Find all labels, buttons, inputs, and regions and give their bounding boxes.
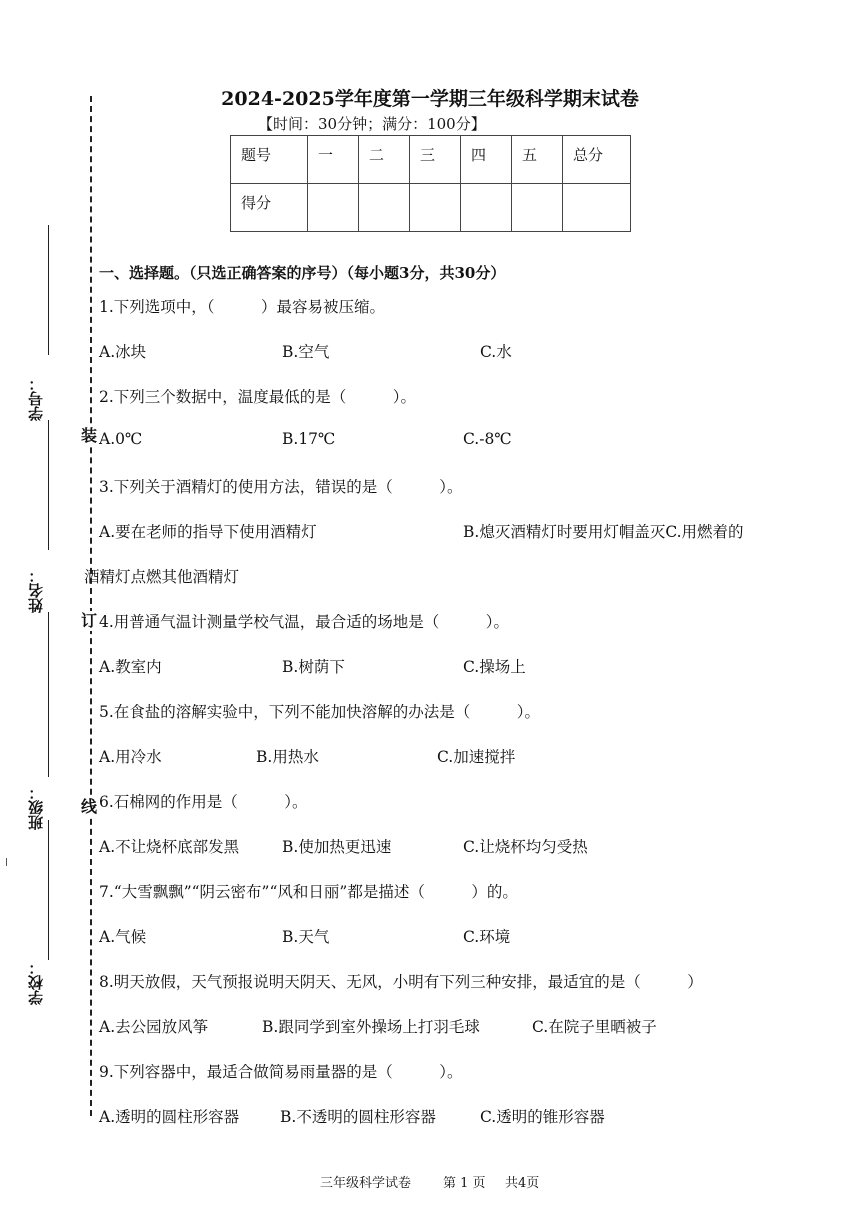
- binding-word-xian: 线: [81, 797, 98, 816]
- option-c: C.水: [480, 343, 512, 361]
- question-stem: 8.明天放假，天气预报说明天阴天、无风，小明有下列三种安排，最适宜的是（ ）: [99, 973, 703, 991]
- student-id-label: 学号：: [27, 376, 45, 421]
- score-table-header-cell: 总分: [563, 136, 631, 184]
- question-stem: 1.下列选项中，（ ）最容易被压缩。: [99, 298, 386, 316]
- option-a: A.不让烧杯底部发黑: [99, 838, 240, 856]
- question-stem: 6.石棉网的作用是（ ）。: [99, 793, 308, 811]
- score-table-score-row: [231, 184, 631, 232]
- option-c: C.-8℃: [463, 430, 512, 448]
- score-cell[interactable]: [410, 184, 461, 232]
- option-a: A.去公园放风筝: [99, 1018, 209, 1036]
- footer-page: 第 1 页: [443, 1176, 486, 1191]
- exam-subtitle: 【时间：30分钟；满分：100分】: [258, 115, 486, 133]
- footer-total: 共4页: [505, 1176, 540, 1191]
- score-table-header-cell: 题号: [231, 136, 308, 184]
- option-a: A.气候: [99, 928, 147, 946]
- question-stem: 3.下列关于酒精灯的使用方法，错误的是（ ）。: [99, 478, 463, 496]
- margin-tick-mark: [6, 858, 7, 866]
- option-c: C.在院子里晒被子: [532, 1018, 657, 1036]
- exam-title: 2024-2025学年度第一学期三年级科学期末试卷: [221, 88, 639, 110]
- score-table-header-row: [231, 136, 631, 184]
- option-b: B.跟同学到室外操场上打羽毛球: [262, 1018, 480, 1036]
- score-cell[interactable]: [308, 184, 359, 232]
- option-a: A.0℃: [99, 430, 143, 448]
- score-table-header-cell: 四: [461, 136, 512, 184]
- binding-word-zhuang: 装: [81, 426, 98, 445]
- name-label: 姓名：: [27, 568, 45, 613]
- option-a: A.要在老师的指导下使用酒精灯: [99, 523, 317, 541]
- footer-subject: 三年级科学试卷: [320, 1176, 412, 1191]
- option-a: A.冰块: [99, 343, 147, 361]
- score-cell[interactable]: [461, 184, 512, 232]
- school-line[interactable]: [48, 820, 49, 960]
- question-stem: 2.下列三个数据中，温度最低的是（ ）。: [99, 388, 417, 406]
- name-line[interactable]: [48, 420, 49, 550]
- score-table-header-cell: 三: [410, 136, 461, 184]
- option-c: C.透明的锥形容器: [480, 1108, 605, 1126]
- score-table: [230, 135, 631, 232]
- option-b: B.树荫下: [282, 658, 345, 676]
- class-label: 班级：: [27, 785, 45, 830]
- option-c: C.操场上: [463, 658, 526, 676]
- option-a: A.用冷水: [99, 748, 162, 766]
- score-table-header-cell: 一: [308, 136, 359, 184]
- option-continuation: 酒精灯点燃其他酒精灯: [84, 568, 240, 586]
- score-cell[interactable]: [512, 184, 563, 232]
- section-title: 一、选择题。（只选正确答案的序号）（每小题3分，共30分）: [99, 264, 506, 282]
- binding-dashed-line: [90, 96, 92, 1116]
- question-stem: 5.在食盐的溶解实验中，下列不能加快溶解的办法是（ ）。: [99, 703, 541, 721]
- option-b: B.不透明的圆柱形容器: [280, 1108, 436, 1126]
- question-stem: 7.“大雪飘飘”“阴云密布”“风和日丽”都是描述（ ）的。: [99, 883, 518, 901]
- option-c: C.环境: [463, 928, 511, 946]
- option-b: B.熄灭酒精灯时要用灯帽盖灭C.用燃着的: [463, 523, 744, 541]
- option-a: A.透明的圆柱形容器: [99, 1108, 240, 1126]
- option-b: B.空气: [282, 343, 330, 361]
- option-c: C.让烧杯均匀受热: [463, 838, 588, 856]
- option-b: B.17℃: [282, 430, 336, 448]
- question-stem: 4.用普通气温计测量学校气温，最合适的场地是（ ）。: [99, 613, 510, 631]
- option-c: C.加速搅拌: [437, 748, 516, 766]
- option-b: B.天气: [282, 928, 330, 946]
- class-line[interactable]: [48, 612, 49, 777]
- question-stem: 9.下列容器中，最适合做简易雨量器的是（ ）。: [99, 1063, 463, 1081]
- option-a: A.教室内: [99, 658, 162, 676]
- binding-word-ding: 订: [81, 611, 98, 630]
- score-table-header-cell: 二: [359, 136, 410, 184]
- score-cell[interactable]: [359, 184, 410, 232]
- score-row-label: 得分: [231, 184, 308, 232]
- school-label: 学校：: [27, 960, 45, 1005]
- option-b: B.使加热更迅速: [282, 838, 392, 856]
- student-id-line[interactable]: [48, 225, 49, 355]
- option-b: B.用热水: [256, 748, 319, 766]
- score-cell[interactable]: [563, 184, 631, 232]
- score-table-header-cell: 五: [512, 136, 563, 184]
